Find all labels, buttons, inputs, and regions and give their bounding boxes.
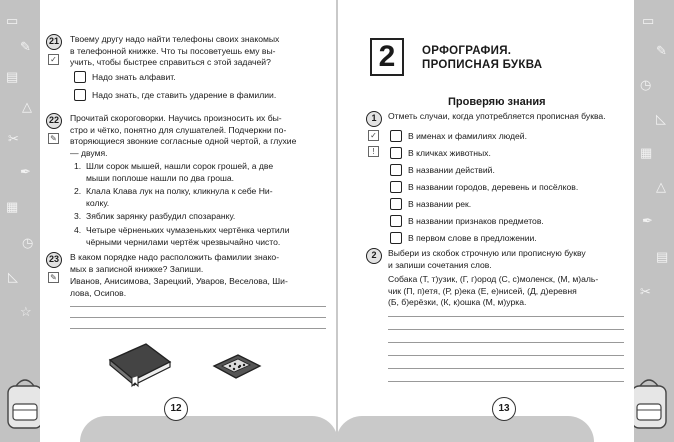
notebook-icon: ▦ bbox=[640, 145, 653, 160]
task2-text: Выбери из скобок строчную или прописную букву и запиши сочетания слов. bbox=[388, 248, 586, 270]
list-item: 4. Четыре чёрненьких чумазеньких чертёнка чертили чёрными чернилами чертёж чрезвычайно чисто. bbox=[74, 224, 290, 247]
left-page bbox=[40, 0, 336, 442]
task-number-23: 23 bbox=[46, 252, 62, 268]
page-number-13: 13 bbox=[492, 397, 516, 421]
check-icon: ✓ bbox=[48, 54, 59, 65]
task1-option-4-label: В названии городов, деревень и посёлков. bbox=[408, 182, 579, 192]
task-number-22: 22 bbox=[46, 113, 62, 129]
task1-option-5-checkbox[interactable] bbox=[390, 198, 402, 210]
notebook-illustration bbox=[104, 340, 176, 388]
clock-icon: ◷ bbox=[22, 235, 34, 250]
task1-option-2-label: В кличках животных. bbox=[408, 148, 491, 158]
task23-text: В каком порядке надо расположить фамилии знако- мых в записной книжке? Запиши. bbox=[70, 252, 280, 274]
page-number-12: 12 bbox=[164, 397, 188, 421]
task23-names: Иванов, Анисимова, Зарецкий, Уваров, Веселова, Ши- лова, Осипов. bbox=[70, 276, 288, 298]
pencil-icon: ✎ bbox=[656, 43, 667, 58]
task2-words: Собака (Т, т)узик, (Г, г)ород (С, с)моленск, (М, м)аль- чик (П, п)етя, (Р, р)ека (Е, е)нисей, (Д, д)еревня (Б, б)ерёзки, (К, к)ошка (М, м)урка. bbox=[388, 274, 599, 308]
task21-option-2-checkbox[interactable] bbox=[74, 89, 86, 101]
task21-text: Твоему другу надо найти телефоны своих знакомых в телефонной книжке. Что ты посоветуешь ему вы- учить, чтобы быстрее справиться с этой задачей? bbox=[70, 34, 280, 68]
answer-line[interactable] bbox=[70, 317, 326, 318]
task-number-1: 1 bbox=[366, 111, 382, 127]
compass-icon: △ bbox=[656, 179, 666, 194]
task21-option-2-label: Надо знать, где ставить ударение в фамилии. bbox=[92, 90, 277, 100]
pencil-icon: ✎ bbox=[48, 272, 59, 283]
exclamation-icon: ! bbox=[368, 146, 379, 157]
task21-option-1-checkbox[interactable] bbox=[74, 71, 86, 83]
ruler-icon: ▭ bbox=[6, 13, 19, 28]
pencil-icon: ✎ bbox=[20, 39, 31, 54]
triangle-icon: ◺ bbox=[656, 111, 666, 126]
scissors-icon: ✂ bbox=[8, 131, 19, 146]
book-icon: ▤ bbox=[656, 249, 669, 264]
section-title: Проверяю знания bbox=[448, 96, 546, 108]
task1-option-7-label: В первом слове в предложении. bbox=[408, 233, 537, 243]
task-number-2: 2 bbox=[366, 248, 382, 264]
task1-option-1-label: В именах и фамилиях людей. bbox=[408, 131, 527, 141]
check-icon: ✓ bbox=[368, 130, 379, 141]
clock-icon: ◷ bbox=[640, 77, 652, 92]
task1-option-6-label: В названии признаков предметов. bbox=[408, 216, 544, 226]
answer-line[interactable] bbox=[388, 355, 624, 356]
phone-illustration bbox=[212, 352, 262, 382]
task1-text: Отметь случаи, когда употребляется прописная буква. bbox=[388, 111, 606, 121]
task1-option-2-checkbox[interactable] bbox=[390, 147, 402, 159]
compass-icon: △ bbox=[22, 99, 32, 114]
right-page bbox=[338, 0, 634, 442]
bottom-band bbox=[336, 416, 594, 442]
answer-line[interactable] bbox=[388, 381, 624, 382]
task21-option-1-label: Надо знать алфавит. bbox=[92, 72, 176, 82]
scissors-icon: ✂ bbox=[640, 284, 651, 299]
list-item: 3. Зяблик зарянку разбудил спозаранку. bbox=[74, 211, 236, 222]
task1-option-1-checkbox[interactable] bbox=[390, 130, 402, 142]
bottom-band bbox=[80, 416, 338, 442]
list-item: 2. Клала Клава лук на полку, кликнула к себе Ни- колку. bbox=[74, 186, 273, 208]
task22-text: Прочитай скороговорки. Научись произносить их бы- стро и чётко, понятно для слушателей. Подчеркни по- вторяющиеся звонкие согласные одной чертой, а глухие — двумя. bbox=[70, 113, 297, 158]
pencil-icon: ✎ bbox=[48, 133, 59, 144]
answer-line[interactable] bbox=[388, 342, 624, 343]
triangle-icon: ◺ bbox=[8, 269, 18, 284]
tongue-twister-list bbox=[74, 161, 332, 248]
task1-option-7-checkbox[interactable] bbox=[390, 232, 402, 244]
pen-icon: ✒ bbox=[20, 164, 31, 179]
answer-line[interactable] bbox=[388, 316, 624, 317]
answer-line[interactable] bbox=[388, 329, 624, 330]
ruler-icon: ▭ bbox=[642, 13, 655, 28]
chapter-number: 2 bbox=[370, 38, 404, 76]
pen-icon: ✒ bbox=[642, 213, 653, 228]
list-item: 1. Шли сорок мышей, нашли сорок грошей, а две мыши поплоше нашли по два гроша. bbox=[74, 161, 274, 183]
answer-line[interactable] bbox=[70, 306, 326, 307]
task1-option-4-checkbox[interactable] bbox=[390, 181, 402, 193]
task-number-21: 21 bbox=[46, 34, 62, 50]
star-icon: ☆ bbox=[20, 304, 32, 319]
answer-line[interactable] bbox=[388, 368, 624, 369]
task1-option-5-label: В названии рек. bbox=[408, 199, 472, 209]
book-icon: ▤ bbox=[6, 69, 19, 84]
answer-line[interactable] bbox=[70, 328, 326, 329]
notebook-icon: ▦ bbox=[6, 199, 19, 214]
chapter-title: ОРФОГРАФИЯ. ПРОПИСНАЯ БУКВА bbox=[422, 45, 543, 71]
task1-option-6-checkbox[interactable] bbox=[390, 215, 402, 227]
task1-option-3-label: В названии действий. bbox=[408, 165, 495, 175]
task1-option-3-checkbox[interactable] bbox=[390, 164, 402, 176]
